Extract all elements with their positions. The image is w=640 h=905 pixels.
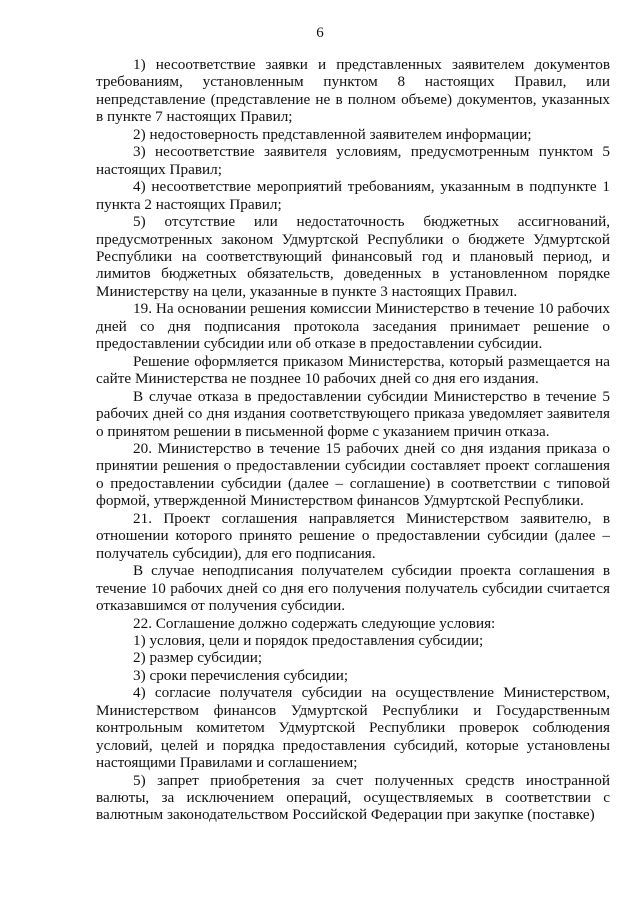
paragraph: 22. Соглашение должно содержать следующие условия: (133, 614, 496, 632)
document-body (96, 56, 610, 824)
paragraph: В случае отказа в предоставлении субсидии Министерство в течение 5 рабочих дней со дня издания соответствующего приказа уведомляет заявителя о принятом решении в письменной форме с указанием причин отказа. (96, 387, 610, 440)
paragraph: 1) условия, цели и порядок предоставления субсидии; (133, 631, 484, 649)
paragraph: 21. Проект соглашения направляется Министерством заявителю, в отношении которого принято решение о предоставлении субсидии (далее – получатель субсидии), для его подписания. (96, 509, 610, 562)
paragraph: 1) несоответствие заявки и представленных заявителем документов требованиям, установленным пунктом 8 настоящих Правил, или непредставление (представление не в полном объеме) документов, указанных в пункте 7 настоящих Правил; (96, 56, 610, 126)
paragraph: Решение оформляется приказом Министерства, который размещается на сайте Министерства не позднее 10 рабочих дней со дня его издания. (96, 352, 610, 388)
paragraph: 3) несоответствие заявителя условиям, предусмотренным пунктом 5 настоящих Правил; (96, 143, 610, 178)
paragraph: 5) отсутствие или недостаточность бюджетных ассигнований, предусмотренных законом Удмуртской Республики о бюджете Удмуртской Республики на соответствующий финансовый год и плановый период, и лимитов бюджетных обязательств, доведенных в установленном порядке Министерству на цели, указанные в пункте 3 настоящих Правил. (96, 213, 610, 300)
paragraph: 2) недостоверность представленной заявителем информации; (133, 125, 532, 143)
paragraph: В случае неподписания получателем субсидии проекта соглашения в течение 10 рабочих дней со дня его получения получатель субсидии считается отказавшимся от получения субсидии. (96, 562, 610, 615)
paragraph: 4) несоответствие мероприятий требованиям, указанным в подпункте 1 пункта 2 настоящих Правил; (96, 178, 610, 213)
paragraph: 5) запрет приобретения за счет полученных средств иностранной валюты, за исключением операций, осуществляемых в соответствии с валютным законодательством Российской Федерации при закупке (поставке) (96, 771, 610, 824)
paragraph: 19. На основании решения комиссии Министерство в течение 10 рабочих дней со дня подписания протокола заседания принимает решение о предоставлении субсидии или об отказе в предоставлении субсидии. (96, 300, 610, 353)
paragraph: 2) размер субсидии; (133, 649, 263, 667)
paragraph: 4) согласие получателя субсидии на осуществление Министерством, Министерством финансов Удмуртской Республики и Государственным контрольным комитетом Удмуртской Республики проверок соблюдения условий, целей и порядка предоставления субсидий, которые установлены настоящими Правилами и соглашением; (96, 684, 610, 772)
paragraph: 20. Министерство в течение 15 рабочих дней со дня издания приказа о принятии решения о предоставлении субсидии составляет проект соглашения о предоставлении субсидии (далее – соглашение) в соответствии с типовой формой, утвержденной Министерством финансов Удмуртской Республики. (96, 439, 610, 510)
page-number: 6 (316, 25, 324, 41)
paragraph: 3) сроки перечисления субсидии; (133, 666, 349, 684)
